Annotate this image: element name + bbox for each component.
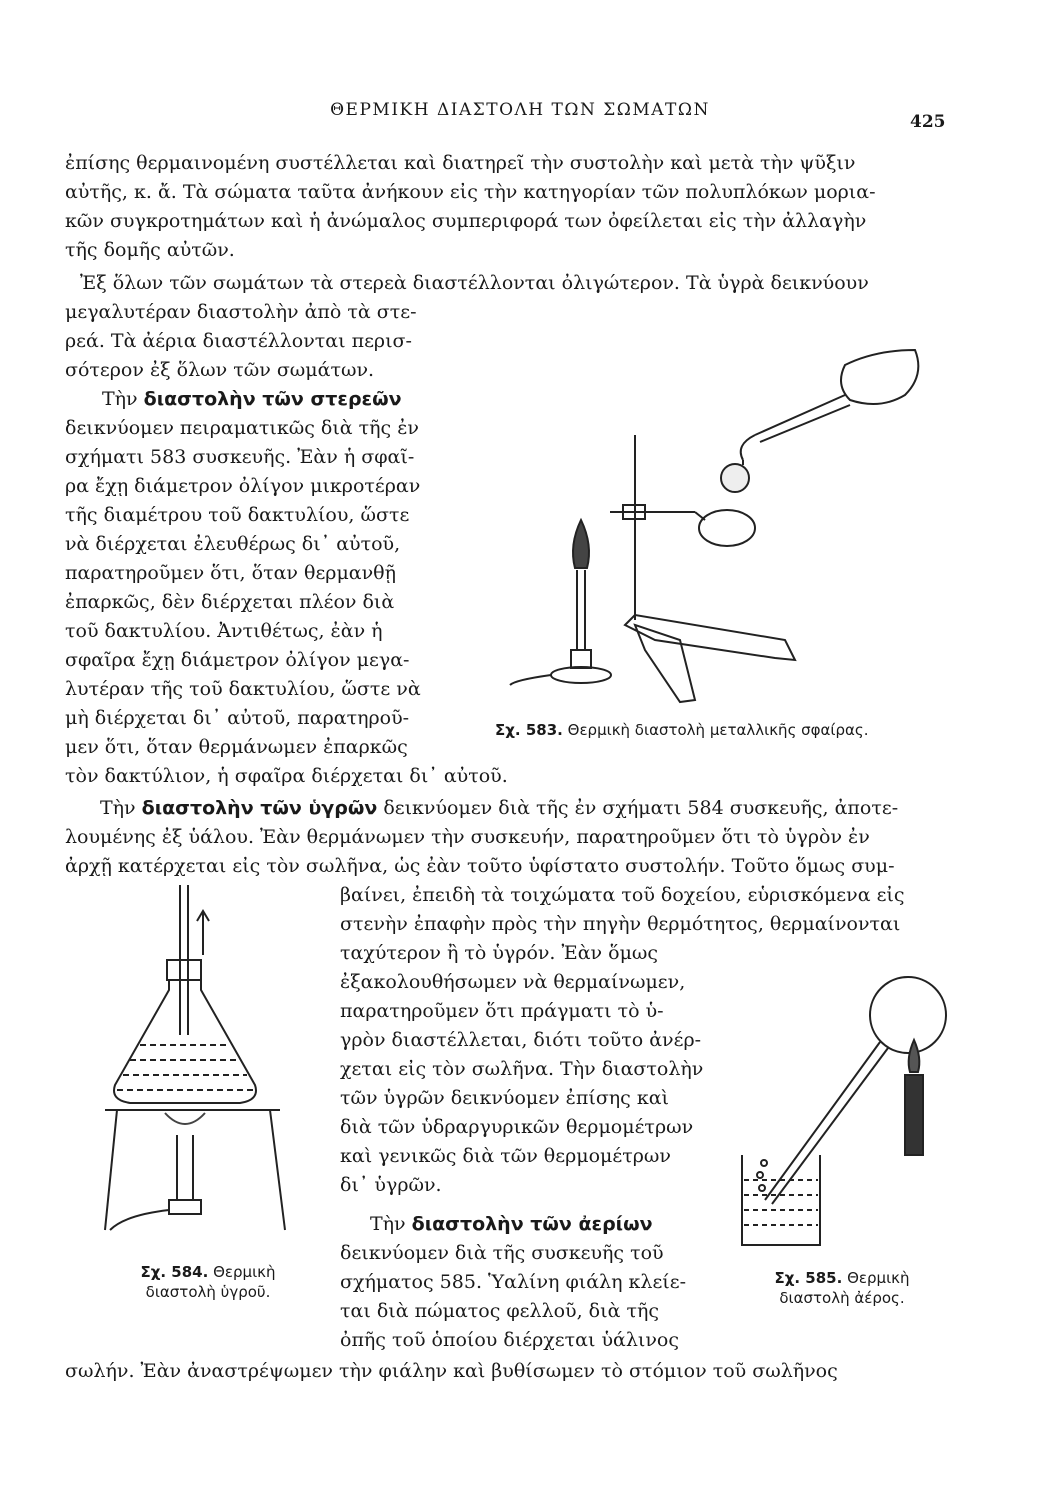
text-line: δεικνύομεν πειραματικῶς διὰ τῆς ἐν	[65, 417, 419, 439]
page-number: 425	[910, 112, 946, 132]
text-line: ταχύτερον ἢ τὸ ὑγρόν. Ἐὰν ὅμως	[340, 942, 659, 964]
figure-583-apparatus	[505, 340, 955, 710]
figure-caption-text: Θερμικὴ διαστολὴ μεταλλικῆς σφαίρας.	[567, 721, 869, 739]
text-line: ἐπαρκῶς, δὲν διέρχεται πλέον διὰ	[65, 591, 395, 613]
figure-585-caption	[742, 1268, 942, 1308]
lead-word: Τὴν	[370, 1213, 406, 1235]
figure-caption-text: διαστολὴ ἀέρος.	[779, 1289, 905, 1307]
text-line: ἀρχῇ κατέρχεται εἰς τὸν σωλῆνα, ὡς ἐὰν τοῦτο ὑφίστατο συστολήν. Τοῦτο ὅμως συμ-	[65, 855, 895, 877]
figure-584-apparatus	[95, 885, 325, 1250]
text-line: δεικνύομεν διὰ τῆς συσκευῆς τοῦ	[340, 1242, 664, 1264]
text-line: αὐτῆς, κ. ἄ. Τὰ σώματα ταῦτα ἀνήκουν εἰς τὴν κατηγορίαν τῶν πολυπλόκων μορια-	[65, 181, 876, 203]
text-line: παρατηροῦμεν ὅτι, ὅταν θερμανθῇ	[65, 562, 397, 584]
text-line: μεγαλυτέραν διαστολὴν ἀπὸ τὰ στε-	[65, 301, 417, 323]
figure-caption-text: Θερμικὴ	[213, 1263, 276, 1281]
text-line: σχήματι 583 συσκευῆς. Ἐὰν ἡ σφαῖ-	[65, 446, 415, 468]
figure-584-caption	[108, 1262, 308, 1302]
text-line: τῶν ὑγρῶν δεικνύομεν ἐπίσης καὶ	[340, 1087, 670, 1109]
text-line: ρα ἔχῃ διάμετρον ὀλίγον μικροτέραν	[65, 475, 421, 497]
text-line: μὴ διέρχεται δι᾽ αὐτοῦ, παρατηροῦ-	[65, 707, 410, 729]
figure-caption-text: Θερμικὴ	[847, 1269, 910, 1287]
text-line: ρεά. Τὰ ἀέρια διαστέλλονται περισ-	[65, 330, 412, 352]
text-line: λουμένης ἐξ ὑάλου. Ἐὰν θερμάνωμεν τὴν συσκευήν, παρατηροῦμεν ὅτι τὸ ὑγρὸν ἐν	[65, 826, 870, 848]
text-line: τὸν δακτύλιον, ἡ σφαῖρα διέρχεται δι᾽ αὐτοῦ.	[65, 765, 508, 787]
figure-585-apparatus	[730, 960, 960, 1250]
text-line: ὀπῆς τοῦ ὁποίου διέρχεται ὑάλινος	[340, 1329, 679, 1351]
text-line: μεν ὅτι, ὅταν θερμάνωμεν ἐπαρκῶς	[65, 736, 408, 758]
text-line: παρατηροῦμεν ὅτι πράγματι τὸ ὑ-	[340, 1000, 664, 1022]
text-line: νὰ διέρχεται ἐλευθέρως δι᾽ αὐτοῦ,	[65, 533, 401, 555]
bold-term-solids: διαστολὴν τῶν στερεῶν	[143, 388, 402, 410]
lead-word: Τὴν	[100, 797, 136, 819]
figure-583-caption	[495, 720, 868, 740]
figure-caption-text: διαστολὴ ὑγροῦ.	[145, 1283, 271, 1301]
paragraph-solids-first-line	[102, 386, 402, 412]
text-line: διὰ τῶν ὑδραργυρικῶν θερμομέτρων	[340, 1116, 694, 1138]
text-line: κῶν συγκροτημάτων καὶ ἡ ἀνώμαλος συμπεριφορά των ὀφείλεται εἰς τὴν ἀλλαγὴν	[65, 210, 867, 232]
text-line: χεται εἰς τὸν σωλῆνα. Τὴν διαστολὴν	[340, 1058, 704, 1080]
text-line: στενὴν ἐπαφὴν πρὸς τὴν πηγὴν θερμότητος, θερμαίνονται	[340, 913, 901, 935]
text-line: σφαῖρα ἔχῃ διάμετρον ὀλίγον μεγα-	[65, 649, 410, 671]
text-run: δεικνύομεν διὰ τῆς ἐν σχήματι 584 συσκευῆς, ἀποτε-	[383, 797, 899, 819]
text-line: λυτέραν τῆς τοῦ δακτυλίου, ὥστε νὰ	[65, 678, 421, 700]
text-line: σχήματος 585. Ὑαλίνη φιάλη κλείε-	[340, 1271, 686, 1293]
paragraph-liquids-first-line	[100, 795, 898, 821]
text-line: τοῦ δακτυλίου. Ἀντιθέτως, ἐὰν ἡ	[65, 620, 383, 642]
text-line: σωλήν. Ἐὰν ἀναστρέψωμεν τὴν φιάλην καὶ βυθίσωμεν τὸ στόμιον τοῦ σωλῆνος	[65, 1360, 838, 1382]
text-line: Ἐξ ὅλων τῶν σωμάτων τὰ στερεὰ διαστέλλονται ὀλιγώτερον. Τὰ ὑγρὰ δεικνύουν	[80, 272, 869, 294]
page-header: ΘΕΡΜΙΚΗ ΔΙΑΣΤΟΛΗ ΤΩΝ ΣΩΜΑΤΩΝ	[330, 100, 710, 120]
text-line: ἐπίσης θερμαινομένη συστέλλεται καὶ διατηρεῖ τὴν συστολὴν καὶ μετὰ τὴν ψῦξιν	[65, 152, 856, 174]
text-line: σότερον ἐξ ὅλων τῶν σωμάτων.	[65, 359, 375, 381]
text-line: δι᾽ ὑγρῶν.	[340, 1174, 442, 1196]
bold-term-gases: διαστολὴν τῶν ἀερίων	[411, 1213, 653, 1235]
text-line: γρὸν διαστέλλεται, διότι τοῦτο ἀνέρ-	[340, 1029, 702, 1051]
figure-label: Σχ. 585.	[774, 1269, 843, 1287]
text-line: καὶ γενικῶς διὰ τῶν θερμομέτρων	[340, 1145, 671, 1167]
text-line: τῆς διαμέτρου τοῦ δακτυλίου, ὥστε	[65, 504, 410, 526]
text-line: βαίνει, ἐπειδὴ τὰ τοιχώματα τοῦ δοχείου, εὑρισκόμενα εἰς	[340, 884, 905, 906]
paragraph-gases-first-line	[370, 1211, 653, 1237]
text-line: ται διὰ πώματος φελλοῦ, διὰ τῆς	[340, 1300, 659, 1322]
figure-label: Σχ. 583.	[495, 721, 563, 739]
figure-label: Σχ. 584.	[140, 1263, 209, 1281]
text-line: ἐξακολουθήσωμεν νὰ θερμαίνωμεν,	[340, 971, 686, 993]
bold-term-liquids: διαστολὴν τῶν ὑγρῶν	[141, 797, 378, 819]
lead-word: Τὴν	[102, 388, 138, 410]
text-line: τῆς δομῆς αὐτῶν.	[65, 239, 235, 261]
